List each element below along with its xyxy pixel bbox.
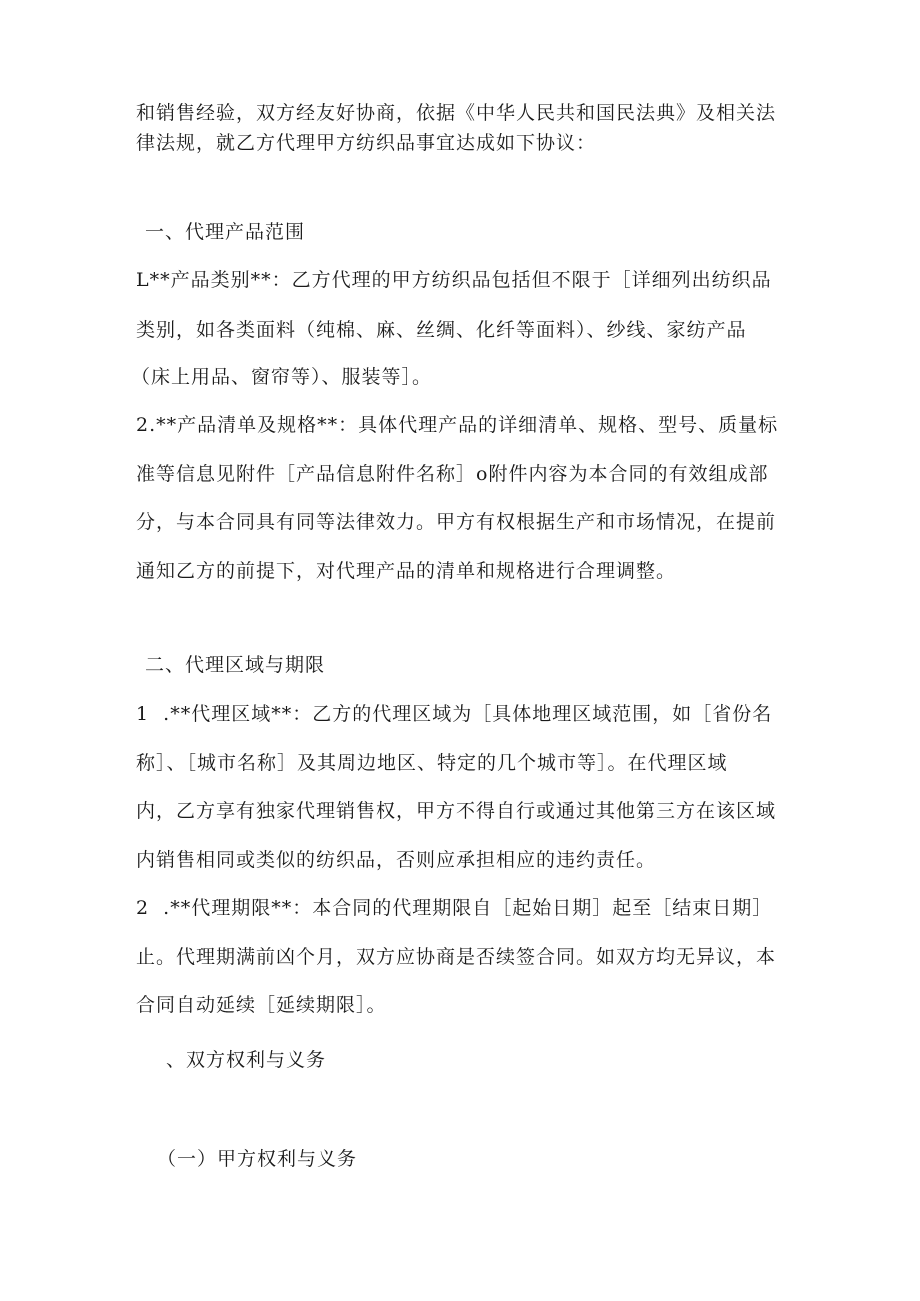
section-2-item-2-line-2: 止。代理期满前凶个月，双方应协商是否续签合同。如双方均无异议，本 <box>136 946 777 968</box>
section-2-item-1-line-3: 内，乙方享有独家代理销售权，甲方不得自行或通过其他第三方在该区域 <box>136 800 777 822</box>
intro-line-1: 和销售经验，双方经友好协商，依据《中华人民共和国民法典》及相关法 <box>136 102 777 124</box>
section-1-item-1-line-2: 类别，如各类面料（纯棉、麻、丝绸、化纤等面料）、纱线、家纺产品 <box>136 319 747 341</box>
section-2-item-1-line-2: 称］、［城市名称］及其周边地区、特定的几个城市等］。在代理区域 <box>136 752 728 774</box>
section-1-item-2-line-2: 准等信息见附件［产品信息附件名称］o附件内容为本合同的有效组成部 <box>136 463 769 485</box>
section-1-heading: 一、代理产品范围 <box>145 221 306 243</box>
section-1-item-1-line-3: （床上用品、窗帘等）、服装等］。 <box>131 366 433 388</box>
section-2-heading: 二、代理区域与期限 <box>145 654 326 676</box>
section-3-heading: 、双方权利与义务 <box>166 1049 327 1071</box>
section-2-item-1-line-1: 1 .**代理区域**：乙方的代理区域为［具体地理区域范围，如［省份名 <box>136 703 773 725</box>
section-2-item-1-line-4: 内销售相同或类似的纺织品，否则应承担相应的违约责任。 <box>136 849 657 871</box>
section-3-subsection-1-heading: （一）甲方权利与义务 <box>157 1148 358 1170</box>
section-1-item-2-line-1: 2.**产品清单及规格**：具体代理产品的详细清单、规格、型号、质量标 <box>136 414 779 436</box>
section-1-item-1-line-1: L**产品类别**：乙方代理的甲方纺织品包括但不限于［详细列出纺织品 <box>136 269 772 291</box>
section-1-item-2-line-3: 分，与本合同具有同等法律效力。甲方有权根据生产和市场情况，在提前 <box>136 511 777 533</box>
section-2-item-2-line-1: 2 .**代理期限**：本合同的代理期限自［起始日期］起至［结束日期］ <box>136 897 773 919</box>
section-1-item-2-line-4: 通知乙方的前提下，对代理产品的清单和规格进行合理调整。 <box>136 560 677 582</box>
intro-line-2: 律法规，就乙方代理甲方纺织品事宜达成如下协议： <box>136 132 597 154</box>
section-2-item-2-line-3: 合同自动延续［延续期限］。 <box>136 994 387 1016</box>
